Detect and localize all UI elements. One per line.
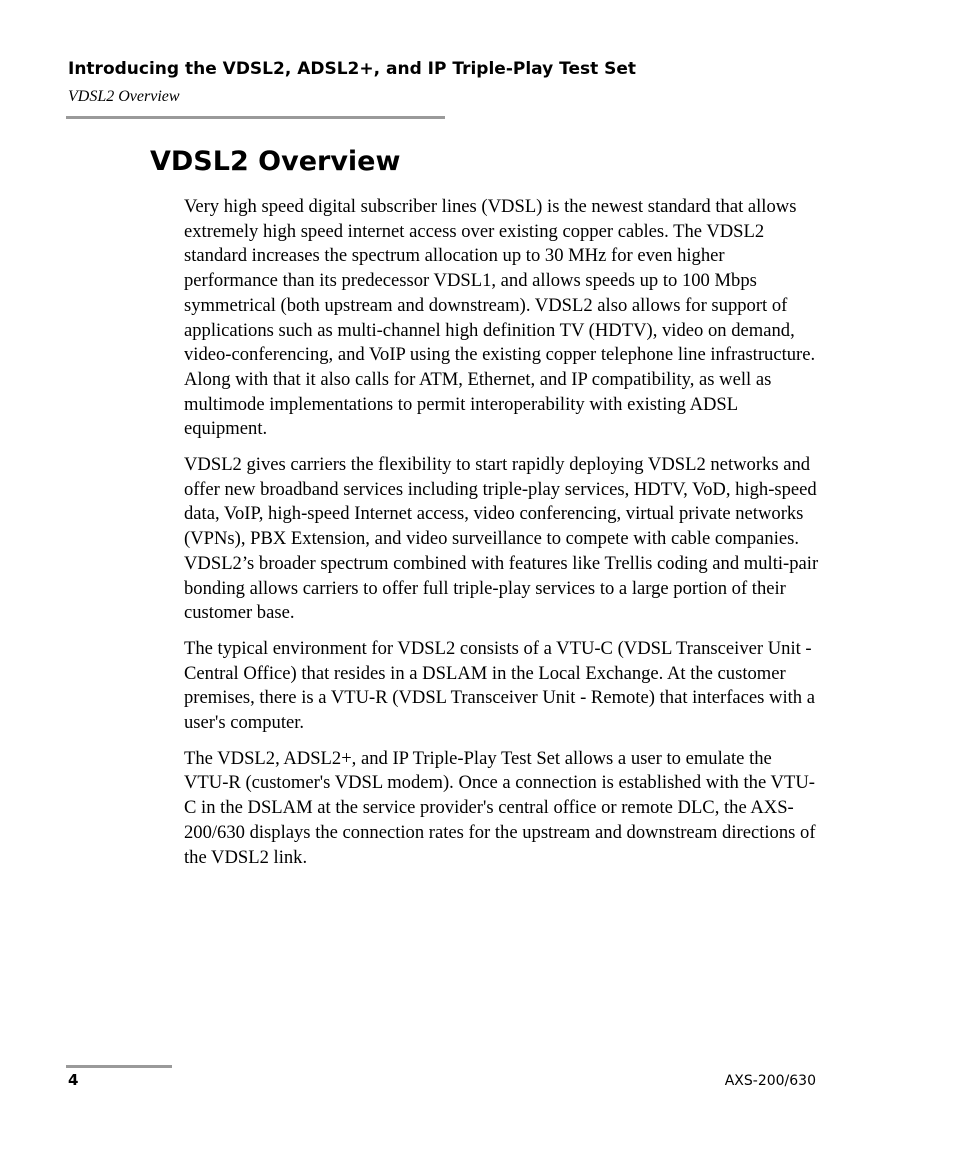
- body-paragraph-2: VDSL2 gives carriers the flexibility to start rapidly deploying VDSL2 networks and offer new broadband services including triple-play services, HDTV, VoD, high-speed data, VoIP, high-speed Internet access, video conferencing, virtual private networks (VPNs), PBX Extension, and video surveillance to compete with cable companies. VDSL2’s broader spectrum combined with features like Trellis coding and multi-pair bonding allows carriers to offer full triple-play services to a large portion of their customer base.: [184, 454, 819, 624]
- footer-divider: [66, 1065, 172, 1068]
- page-number: 4: [68, 1071, 79, 1089]
- section-body: [184, 195, 820, 881]
- section-heading: VDSL2 Overview: [150, 146, 401, 177]
- body-paragraph-4: The VDSL2, ADSL2+, and IP Triple-Play Test Set allows a user to emulate the VTU-R (customer's VDSL modem). Once a connection is established with the VTU-C in the DSLAM at the service provider's central office or remote DLC, the AXS-200/630 displays the connection rates for the upstream and downstream directions of the VDSL2 link.: [184, 747, 816, 868]
- body-paragraph-1: Very high speed digital subscriber lines (VDSL) is the newest standard that allows extremely high speed internet access over existing copper cables. The VDSL2 standard increases the spectrum allocation up to 30 MHz for even higher performance than its predecessor VDSL1, and allows speeds up to 100 Mbps symmetrical (both upstream and downstream). VDSL2 also allows for support of applications such as multi-channel high definition TV (HDTV), video on demand, video-conferencing, and VoIP using the existing copper telephone line infrastructure. Along with that it also calls for ATM, Ethernet, and IP compatibility, as well as multimode implementations to permit interoperability with existing ADSL equipment.: [184, 196, 816, 440]
- running-header-subtitle: VDSL2 Overview: [68, 88, 180, 105]
- running-header-title: Introducing the VDSL2, ADSL2+, and IP Triple-Play Test Set: [68, 59, 637, 79]
- body-paragraph-3: The typical environment for VDSL2 consists of a VTU-C (VDSL Transceiver Unit - Central Office) that resides in a DSLAM in the Local Exchange. At the customer premises, there is a VTU-R (VDSL Transceiver Unit - Remote) that interfaces with a user's computer.: [184, 637, 815, 734]
- footer-product-name: AXS-200/630: [724, 1073, 816, 1089]
- header-divider: [66, 116, 445, 119]
